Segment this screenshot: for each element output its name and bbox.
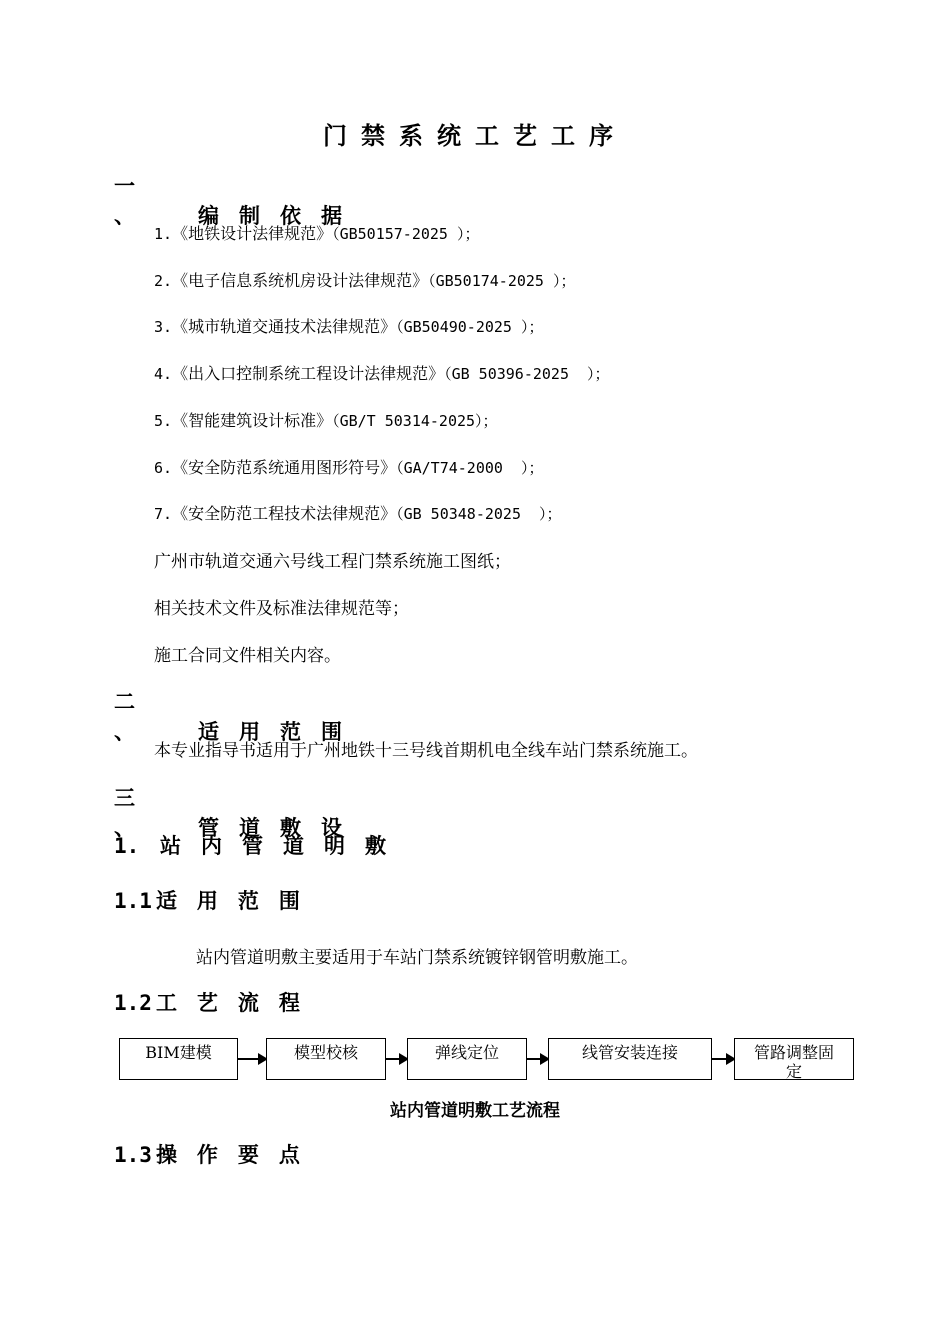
subsection-title: 操作要点: [155, 1143, 320, 1167]
flow-step-box: 模型校核: [266, 1038, 386, 1080]
document-title: 门禁系统工艺工序: [323, 122, 627, 150]
flow-arrow: [238, 1058, 266, 1060]
flow-step-box: 弹线定位: [407, 1038, 527, 1080]
subsection-title: 适用范围: [155, 889, 320, 913]
flow-arrow: [386, 1058, 407, 1060]
flow-step-box: 线管安装连接: [548, 1038, 712, 1080]
section-number: 三 、: [114, 786, 149, 840]
subsection-number: 1.: [114, 834, 140, 858]
basis-paragraph: 相关技术文件及标准法律规范等；: [154, 599, 409, 619]
process-flowchart: [0, 1038, 950, 1084]
reference-item: 5.《智能建筑设计标准》（GB/T 50314-2025）；: [154, 411, 498, 430]
section-number: 一 、: [114, 174, 149, 228]
reference-item: 3.《城市轨道交通技术法律规范》（GB50490-2025 ）；: [154, 317, 544, 336]
flow-arrow: [527, 1058, 548, 1060]
basis-paragraph: 广州市轨道交通六号线工程门禁系统施工图纸；: [154, 552, 511, 572]
subsection-heading-exposed-pipe: [114, 830, 406, 860]
subsection-number: 1.2: [114, 991, 152, 1015]
subsection-number: 1.3: [114, 1143, 152, 1167]
reference-item: 1.《地铁设计法律规范》（GB50157-2025 ）；: [154, 224, 480, 243]
subsection-heading-scope: [114, 885, 320, 915]
subsection-paragraph: 站内管道明敷主要适用于车站门禁系统镀锌钢管明敷施工。: [196, 948, 638, 968]
reference-item: 4.《出入口控制系统工程设计法律规范》（GB 50396-2025 ）；: [154, 364, 610, 383]
reference-item: 6.《安全防范系统通用图形符号》（GA/T74-2000 ）；: [154, 458, 544, 477]
subsection-heading-process: [114, 987, 320, 1017]
section-number: 二 、: [114, 690, 149, 744]
section-title: 适用范围: [198, 720, 362, 744]
flow-step-box: 管路调整固定: [734, 1038, 854, 1080]
reference-item: 2.《电子信息系统机房设计法律规范》（GB50174-2025 ）；: [154, 271, 576, 290]
basis-paragraph: 施工合同文件相关内容。: [154, 646, 341, 666]
section-title: 编制依据: [198, 204, 362, 228]
subsection-title: 站内管道明敷: [160, 834, 406, 858]
section-title: 管道敷设: [198, 816, 362, 840]
flow-arrow: [712, 1058, 734, 1060]
flowchart-caption: 站内管道明敷工艺流程: [390, 1101, 560, 1121]
flow-step-box: BIM建模: [119, 1038, 238, 1080]
subsection-heading-key-points: [114, 1139, 320, 1169]
subsection-title: 工艺流程: [155, 991, 320, 1015]
scope-paragraph: 本专业指导书适用于广州地铁十三号线首期机电全线车站门禁系统施工。: [154, 741, 698, 761]
reference-item: 7.《安全防范工程技术法律规范》（GB 50348-2025 ）；: [154, 504, 562, 523]
subsection-number: 1.1: [114, 889, 152, 913]
